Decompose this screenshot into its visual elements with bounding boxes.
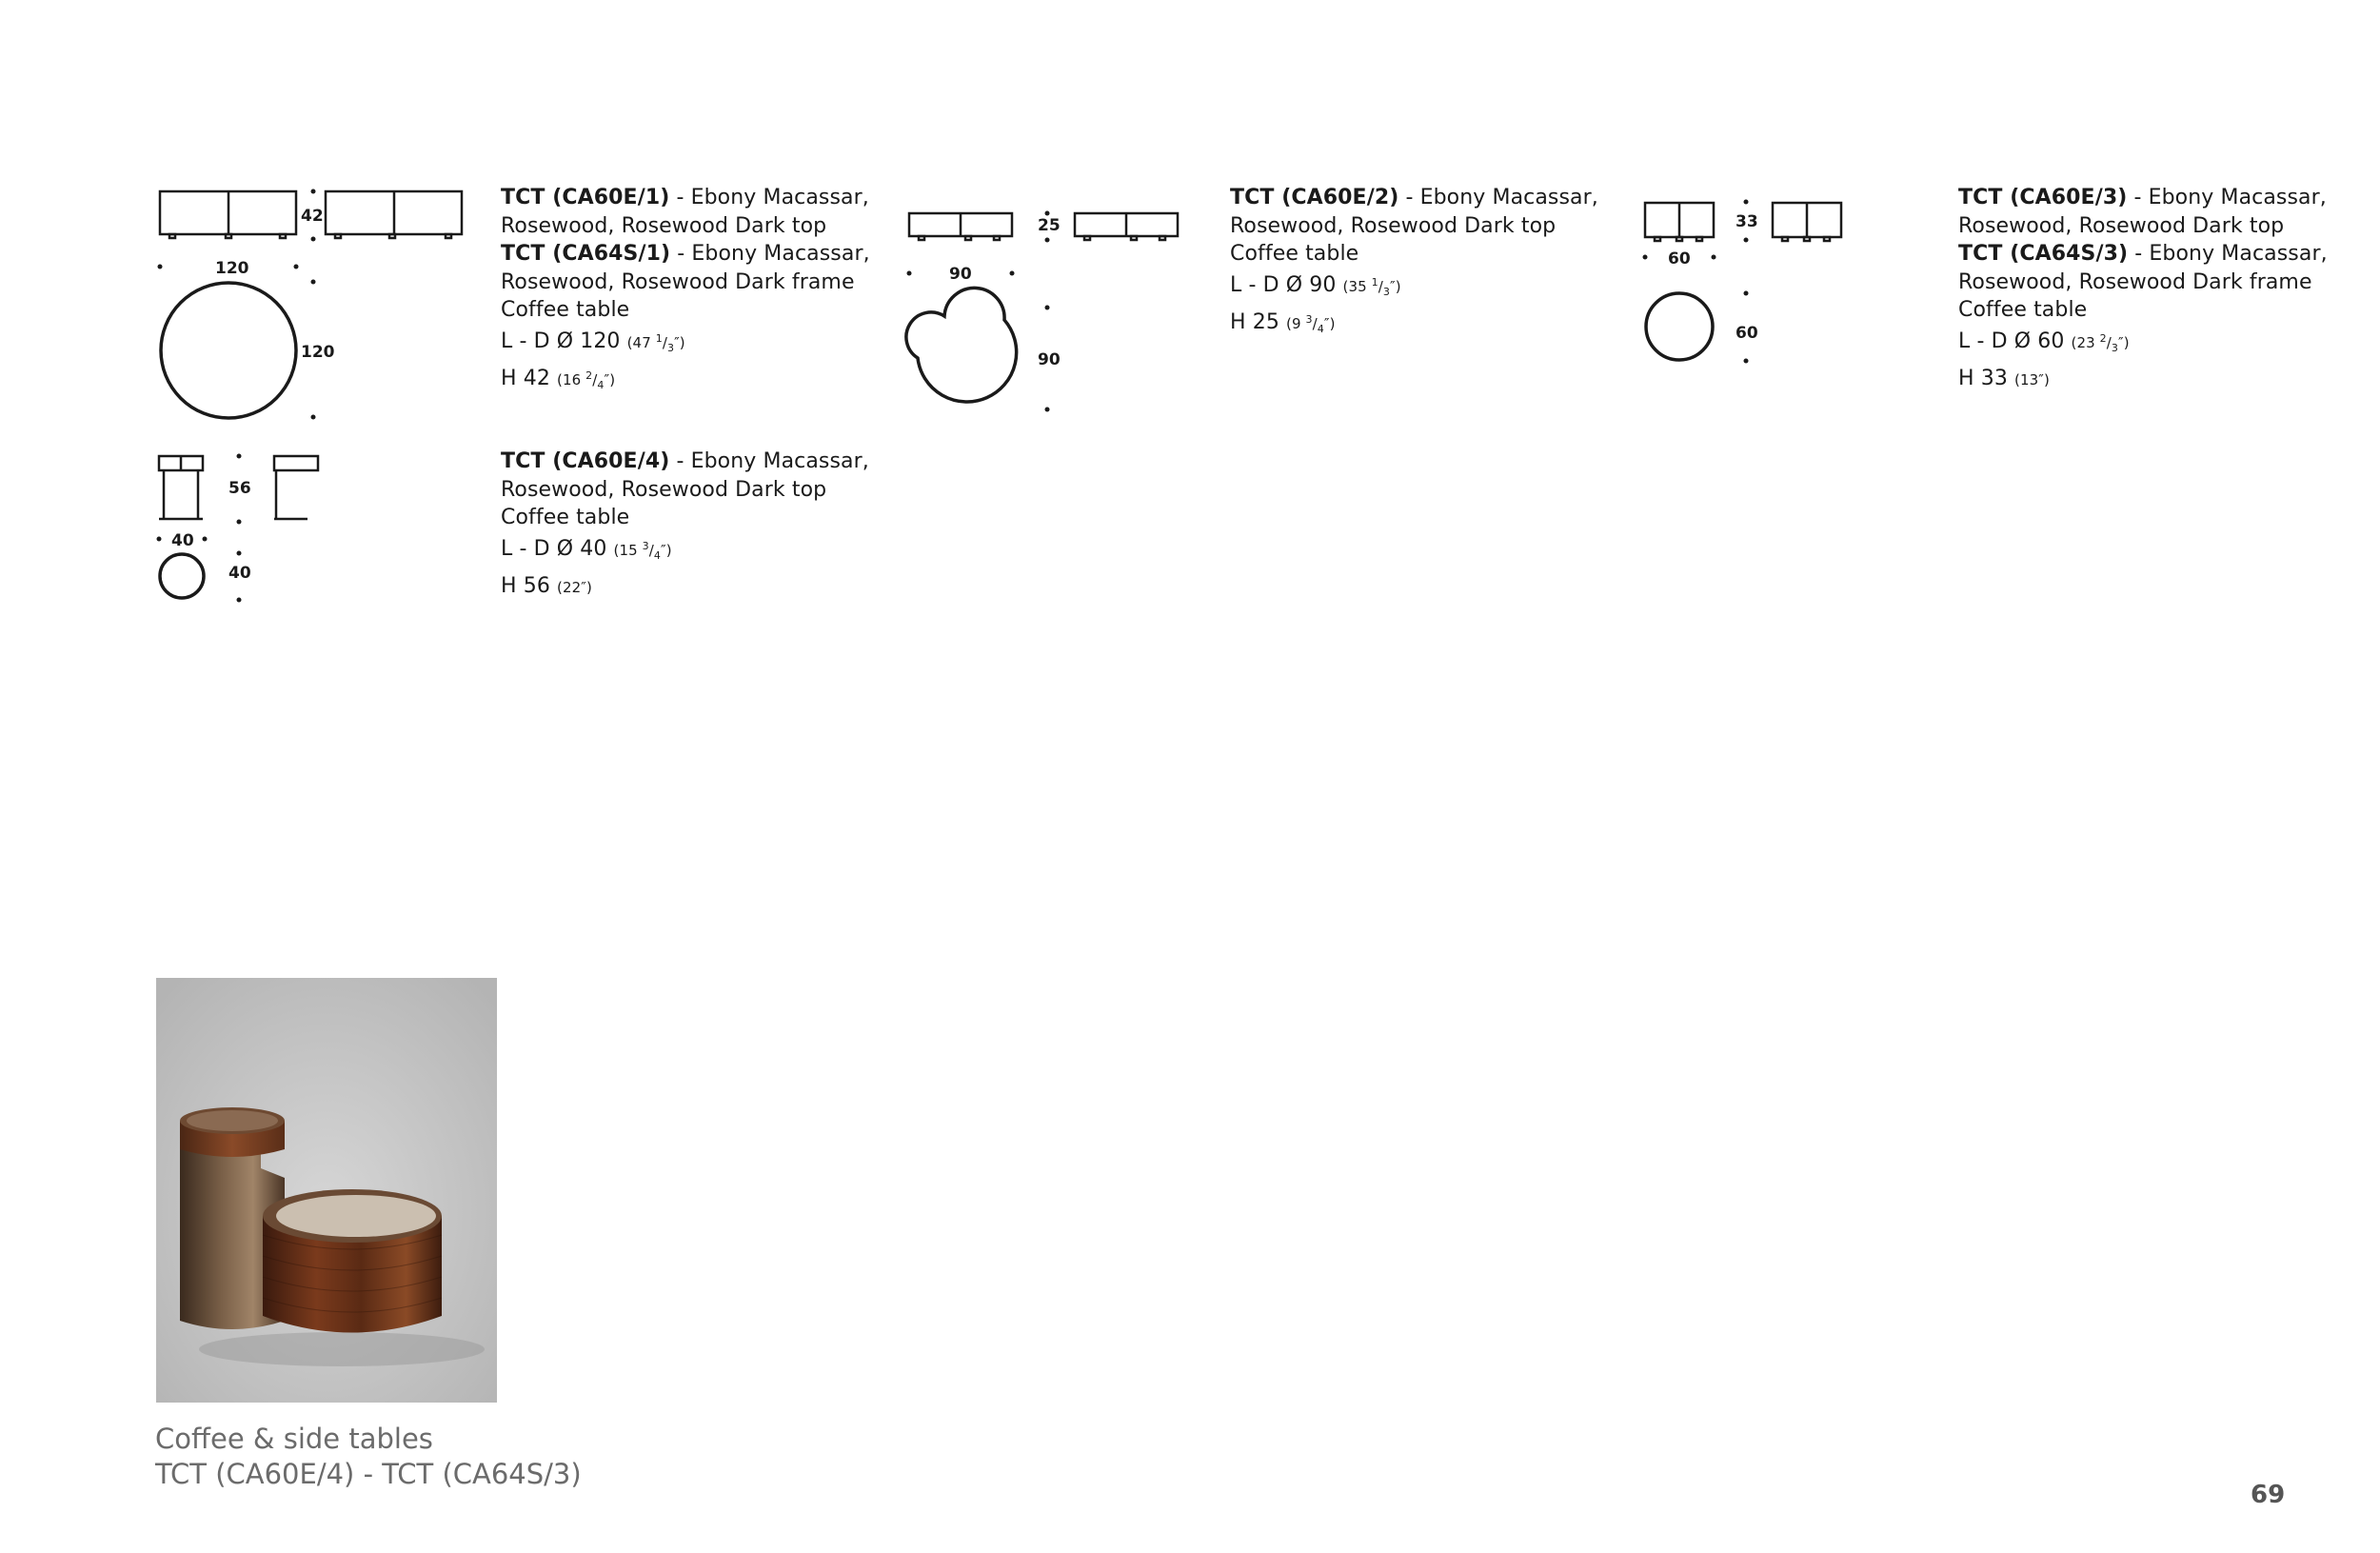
product-code: TCT (CA60E/1) <box>501 186 670 209</box>
product-1-spec <box>501 184 870 400</box>
p1-length-dim: 120 <box>215 259 249 278</box>
height-line: H 56 (22″) <box>501 574 592 598</box>
p2-height-dim: 25 <box>1038 216 1061 235</box>
spec-line: Rosewood, Rosewood Dark top <box>1230 213 1557 238</box>
product-code: TCT (CA60E/4) <box>501 449 670 473</box>
product-code: TCT (CA64S/3) <box>1958 242 2129 266</box>
photo-caption <box>155 1422 582 1492</box>
caption-title: Coffee & side tables <box>155 1423 433 1455</box>
product-photo <box>156 978 497 1403</box>
spec-line: TCT (CA64S/3) - Ebony Macassar, <box>1958 242 2328 266</box>
spec-line: TCT (CA60E/2) - Ebony Macassar, <box>1230 186 1598 209</box>
p4-plan-circle <box>160 554 204 598</box>
spec-line: TCT (CA60E/1) - Ebony Macassar, <box>501 186 869 209</box>
spec-line: Rosewood, Rosewood Dark top <box>501 213 827 238</box>
p4-length-dim: 40 <box>171 531 194 550</box>
product-4-spec <box>501 448 869 607</box>
page-number: 69 <box>2251 1481 2286 1509</box>
height-line: H 33 (13″) <box>1958 367 2050 390</box>
p2-diameter-dim: 90 <box>1038 350 1061 369</box>
spec-line: Rosewood, Rosewood Dark top <box>501 477 827 502</box>
p3-plan-circle <box>1646 293 1713 360</box>
size-line: L - D Ø 40 (15 $^3/_4''$) <box>501 536 672 562</box>
size-line: L - D Ø 120 (47 $^1/_3''$) <box>501 329 685 354</box>
p4-diameter-dim: 40 <box>228 564 251 583</box>
p1-diameter-dim: 120 <box>301 343 335 362</box>
product-type: Coffee table <box>501 506 630 529</box>
spec-line: Rosewood, Rosewood Dark frame <box>501 269 855 294</box>
size-line: L - D Ø 60 (23 $^2/_3''$) <box>1958 329 2130 354</box>
product-3-spec <box>1958 184 2328 400</box>
product-type: Coffee table <box>1230 242 1359 266</box>
spec-line: TCT (CA64S/1) - Ebony Macassar, <box>501 242 870 266</box>
p2-plan-shape <box>906 288 1017 402</box>
spec-line: TCT (CA60E/4) - Ebony Macassar, <box>501 449 869 473</box>
product-4-drawing <box>148 443 338 605</box>
product-code: TCT (CA60E/3) <box>1958 186 2128 209</box>
size-line: L - D Ø 90 (35 $^1/_3''$) <box>1230 272 1401 298</box>
product-code: TCT (CA60E/2) <box>1230 186 1399 209</box>
product-2-drawing <box>895 200 1180 419</box>
p1-plan-circle <box>161 283 296 418</box>
p2-length-dim: 90 <box>949 265 972 284</box>
spec-line: Rosewood, Rosewood Dark top <box>1958 213 2285 238</box>
caption-codes: TCT (CA60E/4) - TCT (CA64S/3) <box>155 1458 582 1490</box>
p1-height-dim: 42 <box>301 207 324 226</box>
height-line: H 42 (16 $^2/_4''$) <box>501 367 616 391</box>
spec-line: TCT (CA60E/3) - Ebony Macassar, <box>1958 186 2327 209</box>
p4-side-view-top <box>274 456 318 470</box>
product-2-spec <box>1230 184 1598 344</box>
product-3-drawing <box>1628 190 1856 381</box>
height-line: H 25 (9 $^3/_4''$) <box>1230 310 1336 335</box>
p4-height-dim: 56 <box>228 479 251 498</box>
p3-diameter-dim: 60 <box>1735 324 1758 343</box>
product-1-drawing <box>143 181 390 428</box>
p3-length-dim: 60 <box>1668 249 1691 269</box>
product-code: TCT (CA64S/1) <box>501 242 671 266</box>
p3-height-dim: 33 <box>1735 212 1758 231</box>
product-type: Coffee table <box>1958 298 2088 322</box>
spec-line: Rosewood, Rosewood Dark frame <box>1958 269 2312 294</box>
product-type: Coffee table <box>501 298 630 322</box>
